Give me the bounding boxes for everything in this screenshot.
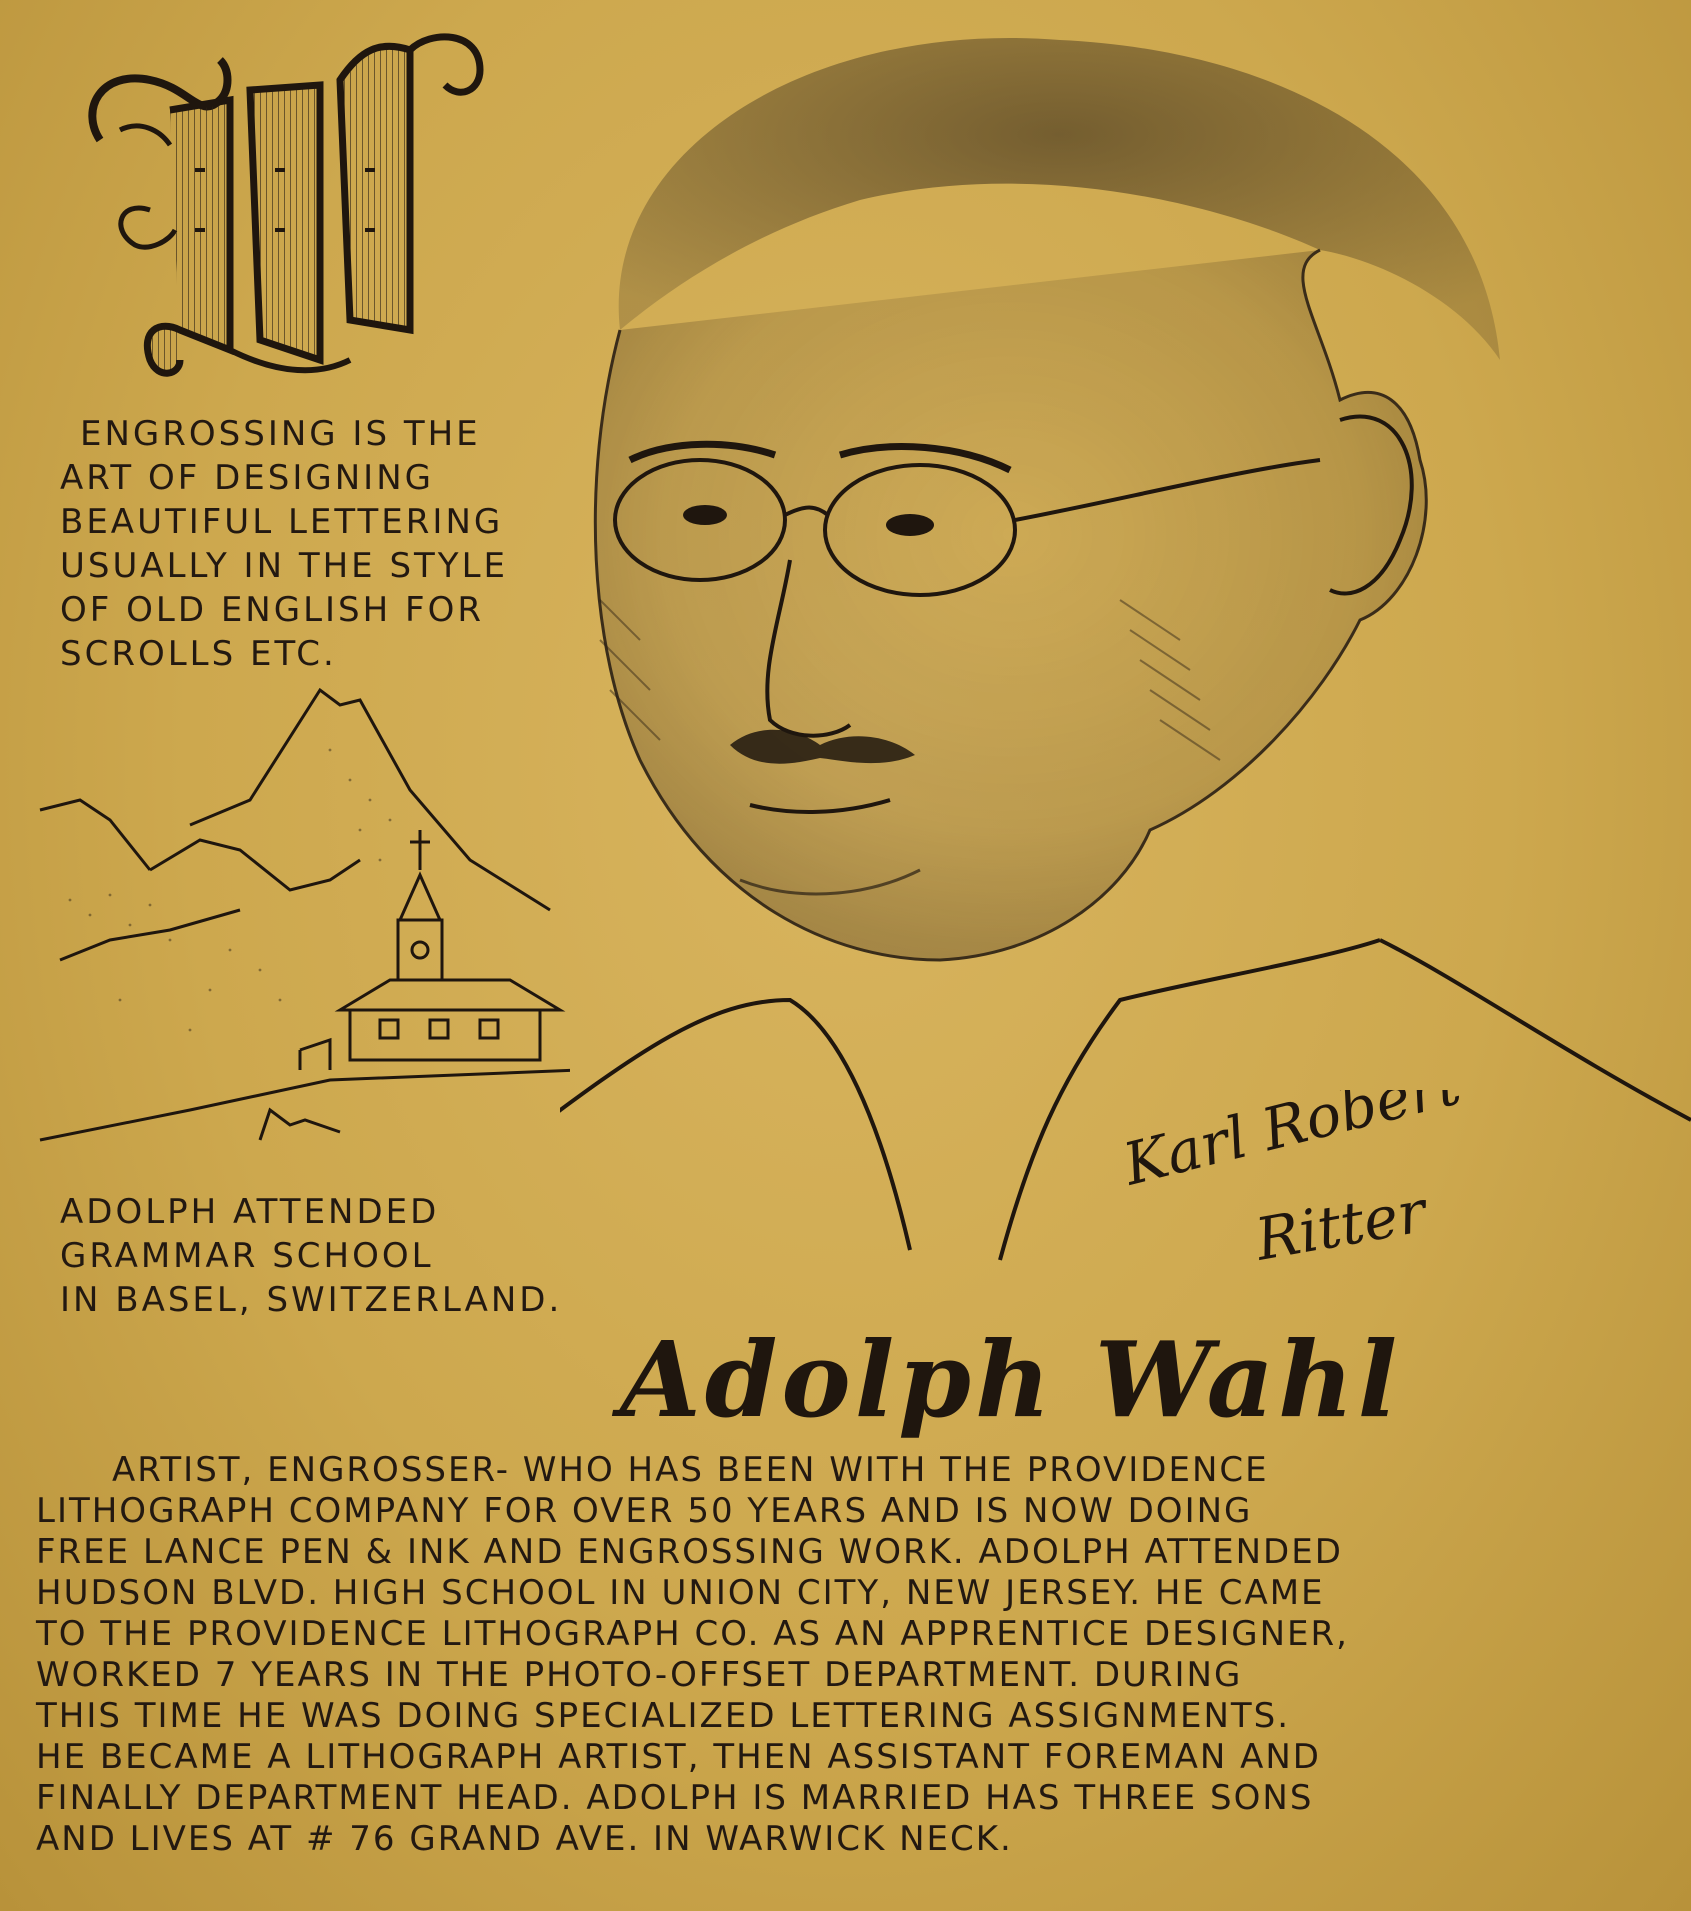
bio-line: AND LIVES AT # 76 GRAND AVE. IN WARWICK NECK. (36, 1819, 1013, 1859)
chapel-illustration (30, 670, 570, 1170)
engrossing-definition (60, 412, 580, 676)
engrossing-line: SCROLLS ETC. (60, 634, 337, 674)
bio-line: HUDSON BLVD. HIGH SCHOOL IN UNION CITY, NEW JERSEY. HE CAME (36, 1573, 1325, 1613)
grammar-school-note (60, 1190, 640, 1322)
illuminated-initial (80, 30, 500, 400)
signature-art (1120, 1090, 1520, 1290)
school-line: GRAMMAR SCHOOL (60, 1236, 434, 1276)
school-line: ADOLPH ATTENDED (60, 1192, 440, 1232)
biography (36, 1450, 1666, 1860)
bio-line: ARTIST, ENGROSSER- WHO HAS BEEN WITH THE PROVIDENCE (112, 1450, 1269, 1490)
signature-line-2: Ritter (1250, 1177, 1431, 1274)
swiss-chapel-sketch (30, 670, 570, 1170)
name-heading: Adolph Wahl (620, 1318, 1402, 1441)
engrossing-line: OF OLD ENGLISH FOR (60, 590, 484, 630)
bio-line: TO THE PROVIDENCE LITHOGRAPH CO. AS AN APPRENTICE DESIGNER, (36, 1614, 1349, 1654)
bio-line: WORKED 7 YEARS IN THE PHOTO-OFFSET DEPARTMENT. DURING (36, 1655, 1243, 1695)
engrossing-line: ART OF DESIGNING (60, 458, 434, 498)
bio-line: FREE LANCE PEN & INK AND ENGROSSING WORK. ADOLPH ATTENDED (36, 1532, 1343, 1572)
school-line: IN BASEL, SWITZERLAND. (60, 1280, 563, 1320)
bio-line: THIS TIME HE WAS DOING SPECIALIZED LETTERING ASSIGNMENTS. (36, 1696, 1291, 1736)
bio-line: HE BECAME A LITHOGRAPH ARTIST, THEN ASSISTANT FOREMAN AND (36, 1737, 1321, 1777)
signature-line-1: Karl Robert (1120, 1090, 1467, 1199)
artist-signature (1120, 1090, 1520, 1290)
engrossing-line: ENGROSSING IS THE (80, 414, 481, 454)
bio-line: LITHOGRAPH COMPANY FOR OVER 50 YEARS AND IS NOW DOING (36, 1491, 1253, 1531)
bio-line: FINALLY DEPARTMENT HEAD. ADOLPH IS MARRIED HAS THREE SONS (36, 1778, 1314, 1818)
initial-letter-art (80, 30, 500, 400)
engrossing-line: USUALLY IN THE STYLE (60, 546, 508, 586)
engrossing-line: BEAUTIFUL LETTERING (60, 502, 504, 542)
